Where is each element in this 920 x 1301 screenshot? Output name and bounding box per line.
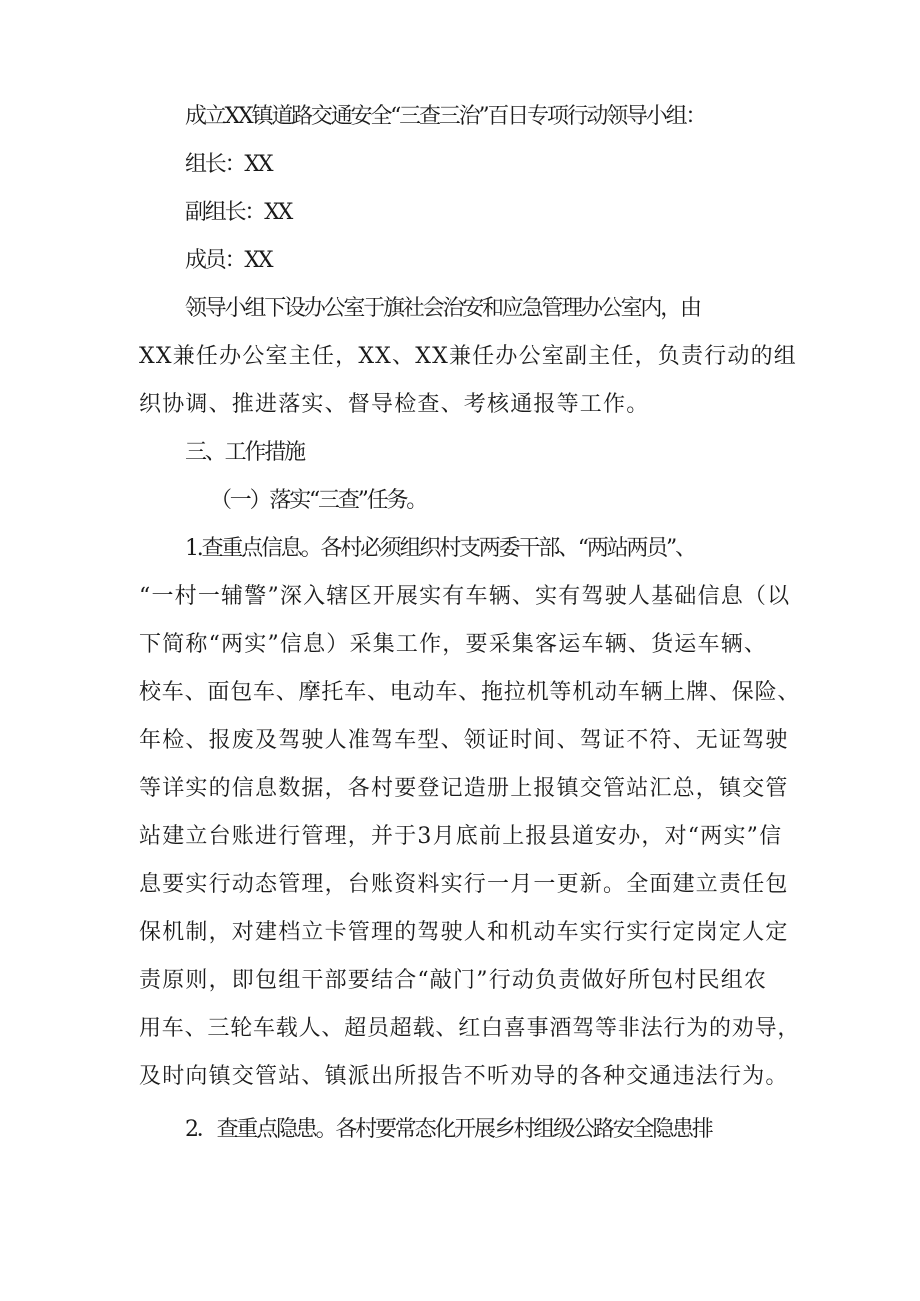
item-1-line-3: 下简称“两实”信息）采集工作，要采集客运车辆、货运车辆、	[139, 632, 768, 657]
item-2-line-1: 2．查重点隐患。各村要常态化开展乡村组级公路安全隐患排	[185, 1117, 712, 1142]
item-1-line-11: 用车、三轮车载人、超员超载、红白喜事酒驾等非法行为的劝导，	[139, 1016, 801, 1041]
item-1-line-10: 责原则，即包组干部要结合“敲门”行动负责做好所包村民组农	[139, 968, 768, 993]
item-1-line-1: 1.查重点信息。各村必须组织村支两委干部、“两站两员”、	[185, 536, 695, 561]
item-1-line-7: 站建立台账进行管理，并于3月底前上报县道安办，对“两实”信	[139, 824, 783, 849]
paragraph-leading-group-intro: 成立XX镇道路交通安全“三查三治”百日专项行动领导小组：	[185, 104, 706, 129]
office-paragraph-line-2: XX兼任办公室主任，XX、XX兼任办公室副主任，负责行动的组	[139, 344, 797, 369]
section-heading-work-measures: 三、工作措施	[185, 440, 304, 465]
subsection-heading-three-checks: （一）落实“三查”任务。	[210, 488, 427, 513]
group-leader-line: 组长：XX	[185, 152, 272, 177]
members-line: 成员：XX	[185, 248, 272, 273]
item-1-line-9: 保机制，对建档立卡管理的驾驶人和机动车实行实行定岗定人定	[139, 920, 789, 945]
office-paragraph-line-1: 领导小组下设办公室于旗社会治安和应急管理办公室内，由	[185, 296, 700, 321]
office-paragraph-line-3: 织协调、推进落实、督导检查、考核通报等工作。	[139, 392, 650, 417]
deputy-leader-line: 副组长：XX	[185, 200, 292, 225]
item-1-line-6: 等详实的信息数据，各村要登记造册上报镇交管站汇总，镇交管	[139, 776, 789, 801]
item-1-line-2: “一村一辅警”深入辖区开展实有车辆、实有驾驶人基础信息（以	[139, 584, 791, 609]
item-1-line-8: 息要实行动态管理，台账资料实行一月一更新。全面建立责任包	[139, 872, 789, 897]
item-1-line-12: 及时向镇交管站、镇派出所报告不听劝导的各种交通违法行为。	[139, 1064, 789, 1089]
item-1-line-5: 年检、报废及驾驶人准驾车型、领证时间、驾证不符、无证驾驶	[139, 728, 789, 753]
item-1-line-4: 校车、面包车、摩托车、电动车、拖拉机等机动车辆上牌、保险、	[139, 680, 801, 705]
